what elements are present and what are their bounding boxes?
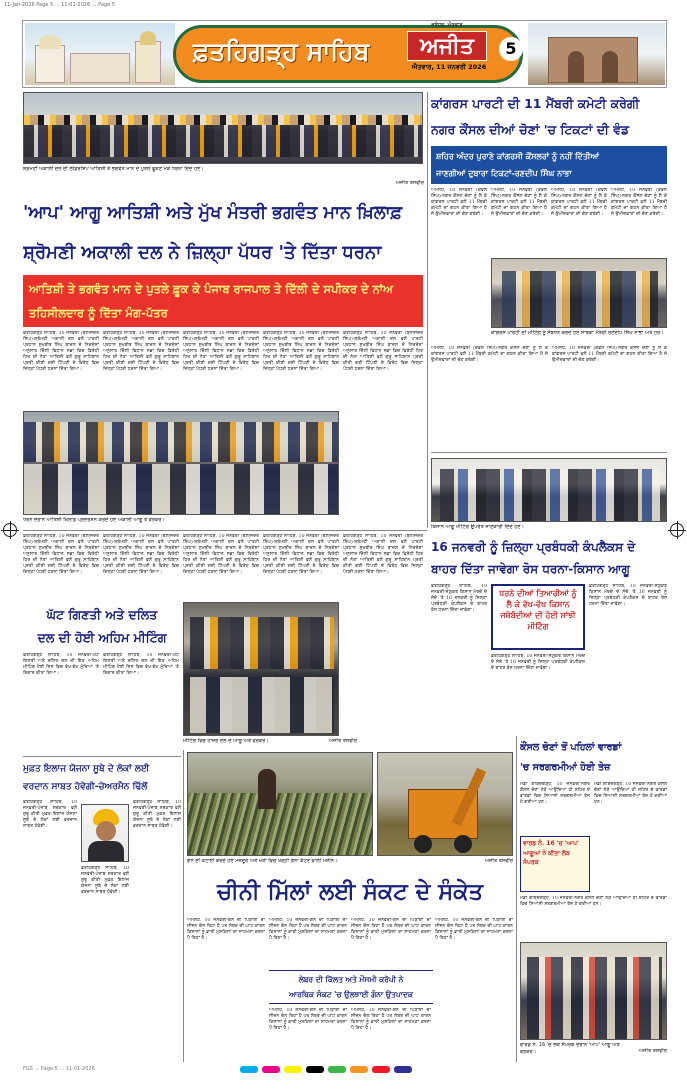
council-body-col-3: ਮੰਡੀ ਗੋਬਿੰਦਗੜ੍ਹ, 10 ਜਨਵਰੀ-ਨਗਰ ਕੌਂਸਲ ਚੋਣਾਂ ਨੇੜੇ ਆਉਂਦਿਆਂ ਹੀ ਸ਼ਹਿਰ ਦੇ ਵਾਰਡਾਂ ਵਿਚ ਸਿਆਸੀ ਸਰਗਰਮੀਆਂ ਤੇਜ਼ ਹੋ ਗਈਆਂ ਹਨ। [520, 896, 667, 907]
top-photo-caption: ਸ਼੍ਰੋਮਣੀ ਅਕਾਲੀ ਦਲ ਦੀ ਲੀਡਰਸ਼ਿਪ ਆਤਿਸ਼ੀ ਤੇ ਭਗਵੰਤ ਮਾਨ ਦੇ ਪੁਤਲੇ ਫੂਕਣ ਮੌਕੇ ਧਰਨਾ ਦਿੰਦੇ ਹੋਏ। [23, 166, 204, 172]
congress-body-col-2: ਅਮਲੋਹ, 10 ਜਨਵਰੀ (ਕੇਵਲ ਸਿੰਘ)-ਨਗਰ ਕੌਂਸਲ ਚੋਣਾਂ ਨੂੰ ਲੈ ਕੇ ਕਾਂਗਰਸ ਪਾਰਟੀ ਵਲੋਂ 11 ਮੈਂਬਰੀ ਕਮੇਟੀ ਦਾ ਗਠਨ ਕੀਤਾ ਗਿਆ ਹੈ ਜੋ ਉਮੀਦਵਾਰਾਂ ਦੀ ਚੋਣ ਕਰੇਗੀ। [491, 188, 547, 217]
sugar-headline: ਚੀਨੀ ਮਿੱਲਾਂ ਲਈ ਸੰਕਟ ਦੇ ਸੰਕੇਤ [216, 879, 484, 905]
farmer-photo-caption: ਕਿਸਾਨ ਆਗੂ ਮੀਟਿੰਗ ਉਪਰੰਤ ਜਾਣਕਾਰੀ ਦਿੰਦੇ ਹੋਏ। [431, 524, 524, 530]
lead-continued-col-1: ਫ਼ਤਹਿਗੜ੍ਹ ਸਾਹਿਬ, 10 ਜਨਵਰੀ (ਬਲਜਿੰਦਰ ਸਿੰਘ)-ਸ਼੍ਰੋਮਣੀ ਅਕਾਲੀ ਦਲ ਵਲੋਂ ਪਾਰਟੀ ਪ੍ਰਧਾਨ ਸੁਖਬੀਰ ਸਿੰਘ ਬਾਦਲ ਦੇ ਨਿਰਦੇਸ਼ਾਂ ਅਨੁਸਾਰ ਦਿੱਲੀ ਵਿਧਾਨ ਸਭਾ ਵਿਚ ਵਿਰੋਧੀ ਧਿਰ ਦੀ ਨੇਤਾ ਆਤਿਸ਼ੀ ਵਲੋਂ ਗੁਰੂ ਸਾਹਿਬਾਨ ਪ੍ਰਤੀ ਕੀਤੀ ਗਈ ਟਿੱਪਣੀ ਦੇ ਵਿਰੋਧ ਵਿਚ ਜ਼ਿਲ੍ਹਾ ਪੱਧਰੀ ਧਰਨਾ ਦਿੱਤਾ ਗਿਆ। [23, 534, 99, 575]
color-bar-swatch [262, 1066, 280, 1073]
color-bar-swatch [306, 1066, 324, 1073]
farmer-body-col-3: ਫ਼ਤਹਿਗੜ੍ਹ ਸਾਹਿਬ, 10 ਜਨਵਰੀ-ਸੰਯੁਕਤ ਕਿਸਾਨ ਮੋਰਚੇ ਦੇ ਸੱਦੇ 'ਤੇ 16 ਜਨਵਰੀ ਨੂੰ ਜ਼ਿਲ੍ਹਾ ਪ੍ਰਬੰਧਕੀ ਕੰਪਲੈਕਸ ਦੇ ਬਾਹਰ ਰੋਸ ਧਰਨਾ ਦਿੱਤਾ ਜਾਵੇਗਾ। [491, 654, 585, 671]
sugar-photo-caption: ਗੰਨੇ ਦੀ ਕਟਾਈ ਕਰਦੇ ਹੋਏ ਮਜ਼ਦੂਰ ਅਤੇ ਖੇਤਾਂ ਵਿਚ ਖੜ੍ਹੀ ਗੰਨਾ ਕੱਟਣ ਵਾਲੀ ਮਸ਼ੀਨ। [187, 858, 338, 864]
sugar-photo-machine [377, 752, 513, 856]
lead-body-col-5: ਫ਼ਤਹਿਗੜ੍ਹ ਸਾਹਿਬ, 10 ਜਨਵਰੀ (ਬਲਜਿੰਦਰ ਸਿੰਘ)-ਸ਼੍ਰੋਮਣੀ ਅਕਾਲੀ ਦਲ ਵਲੋਂ ਪਾਰਟੀ ਪ੍ਰਧਾਨ ਸੁਖਬੀਰ ਸਿੰਘ ਬਾਦਲ ਦੇ ਨਿਰਦੇਸ਼ਾਂ ਅਨੁਸਾਰ ਦਿੱਲੀ ਵਿਧਾਨ ਸਭਾ ਵਿਚ ਵਿਰੋਧੀ ਧਿਰ ਦੀ ਨੇਤਾ ਆਤਿਸ਼ੀ ਵਲੋਂ ਗੁਰੂ ਸਾਹਿਬਾਨ ਪ੍ਰਤੀ ਕੀਤੀ ਗਈ ਟਿੱਪਣੀ ਦੇ ਵਿਰੋਧ ਵਿਚ ਜ਼ਿਲ੍ਹਾ ਪੱਧਰੀ ਧਰਨਾ ਦਿੱਤਾ ਗਿਆ। [343, 331, 423, 372]
health-body-col-2: ਫ਼ਤਹਿਗੜ੍ਹ ਸਾਹਿਬ, 10 ਜਨਵਰੀ-ਪੰਜਾਬ ਸਰਕਾਰ ਵਲੋਂ ਸ਼ੁਰੂ ਕੀਤੀ ਮੁਫ਼ਤ ਇਲਾਜ ਯੋਜਨਾ ਸੂਬੇ ਦੇ ਲੋਕਾਂ ਲਈ ਵਰਦਾਨ ਸਾਬਤ ਹੋਵੇਗੀ। [133, 800, 181, 829]
page-number: 5 [499, 37, 523, 61]
health-body-col-1: ਫ਼ਤਹਿਗੜ੍ਹ ਸਾਹਿਬ, 10 ਜਨਵਰੀ-ਪੰਜਾਬ ਸਰਕਾਰ ਵਲੋਂ ਸ਼ੁਰੂ ਕੀਤੀ ਮੁਫ਼ਤ ਇਲਾਜ ਯੋਜਨਾ ਸੂਬੇ ਦੇ ਲੋਕਾਂ ਲਈ ਵਰਦਾਨ ਸਾਬਤ ਹੋਵੇਗੀ। [23, 800, 77, 829]
council-box-text: ਵਾਰਡ ਨੰ. 16 'ਚ 'ਆਪ' ਆਗੂਆਂ ਨੇ ਕੀਤਾ ਲੋਕ ਸੰਪਰਕ [523, 840, 579, 866]
lead-body-col-3: ਫ਼ਤਹਿਗੜ੍ਹ ਸਾਹਿਬ, 10 ਜਨਵਰੀ (ਬਲਜਿੰਦਰ ਸਿੰਘ)-ਸ਼੍ਰੋਮਣੀ ਅਕਾਲੀ ਦਲ ਵਲੋਂ ਪਾਰਟੀ ਪ੍ਰਧਾਨ ਸੁਖਬੀਰ ਸਿੰਘ ਬਾਦਲ ਦੇ ਨਿਰਦੇਸ਼ਾਂ ਅਨੁਸਾਰ ਦਿੱਲੀ ਵਿਧਾਨ ਸਭਾ ਵਿਚ ਵਿਰੋਧੀ ਧਿਰ ਦੀ ਨੇਤਾ ਆਤਿਸ਼ੀ ਵਲੋਂ ਗੁਰੂ ਸਾਹਿਬਾਨ ਪ੍ਰਤੀ ਕੀਤੀ ਗਈ ਟਿੱਪਣੀ ਦੇ ਵਿਰੋਧ ਵਿਚ ਜ਼ਿਲ੍ਹਾ ਪੱਧਰੀ ਧਰਨਾ ਦਿੱਤਾ ਗਿਆ। [183, 331, 259, 372]
farmer-headline-2: ਬਾਹਰ ਦਿੱਤਾ ਜਾਵੇਗਾ ਰੋਸ ਧਰਨਾ-ਕਿਸਾਨ ਆਗੂ [431, 562, 630, 576]
lead-continued-col-5: ਫ਼ਤਹਿਗੜ੍ਹ ਸਾਹਿਬ, 10 ਜਨਵਰੀ (ਬਲਜਿੰਦਰ ਸਿੰਘ)-ਸ਼੍ਰੋਮਣੀ ਅਕਾਲੀ ਦਲ ਵਲੋਂ ਪਾਰਟੀ ਪ੍ਰਧਾਨ ਸੁਖਬੀਰ ਸਿੰਘ ਬਾਦਲ ਦੇ ਨਿਰਦੇਸ਼ਾਂ ਅਨੁਸਾਰ ਦਿੱਲੀ ਵਿਧਾਨ ਸਭਾ ਵਿਚ ਵਿਰੋਧੀ ਧਿਰ ਦੀ ਨੇਤਾ ਆਤਿਸ਼ੀ ਵਲੋਂ ਗੁਰੂ ਸਾਹਿਬਾਨ ਪ੍ਰਤੀ ਕੀਤੀ ਗਈ ਟਿੱਪਣੀ ਦੇ ਵਿਰੋਧ ਵਿਚ ਜ਼ਿਲ੍ਹਾ ਪੱਧਰੀ ਧਰਨਾ ਦਿੱਤਾ ਗਿਆ। [343, 534, 423, 575]
farmer-headline-1: 16 ਜਨਵਰੀ ਨੂੰ ਜ਼ਿਲ੍ਹਾ ਪ੍ਰਬੰਧਕੀ ਕੰਪਲੈਕਸ ਦੇ [431, 540, 636, 554]
registration-mark-left [3, 523, 17, 537]
congress-headline-1: ਕਾਂਗਰਸ ਪਾਰਟੀ ਦੀ 11 ਮੈਂਬਰੀ ਕਮੇਟੀ ਕਰੇਗੀ [431, 96, 640, 111]
lead-continued-col-3: ਫ਼ਤਹਿਗੜ੍ਹ ਸਾਹਿਬ, 10 ਜਨਵਰੀ (ਬਲਜਿੰਦਰ ਸਿੰਘ)-ਸ਼੍ਰੋਮਣੀ ਅਕਾਲੀ ਦਲ ਵਲੋਂ ਪਾਰਟੀ ਪ੍ਰਧਾਨ ਸੁਖਬੀਰ ਸਿੰਘ ਬਾਦਲ ਦੇ ਨਿਰਦੇਸ਼ਾਂ ਅਨੁਸਾਰ ਦਿੱਲੀ ਵਿਧਾਨ ਸਭਾ ਵਿਚ ਵਿਰੋਧੀ ਧਿਰ ਦੀ ਨੇਤਾ ਆਤਿਸ਼ੀ ਵਲੋਂ ਗੁਰੂ ਸਾਹਿਬਾਨ ਪ੍ਰਤੀ ਕੀਤੀ ਗਈ ਟਿੱਪਣੀ ਦੇ ਵਿਰੋਧ ਵਿਚ ਜ਼ਿਲ੍ਹਾ ਪੱਧਰੀ ਧਰਨਾ ਦਿੱਤਾ ਗਿਆ। [183, 534, 259, 575]
sugar-body-col-6: ਅਮਲੋਹ, 10 ਜਨਵਰੀ-ਗੰਨੇ ਦੀ ਪਿੜਾਈ ਦਾ ਸੀਜ਼ਨ ਚੱਲ ਰਿਹਾ ਹੈ ਪਰ ਲੇਬਰ ਦੀ ਘਾਟ ਕਾਰਨ ਕਿਸਾਨਾਂ ਨੂੰ ਭਾਰੀ ਮੁਸ਼ਕਿਲਾਂ ਦਾ ਸਾਹਮਣਾ ਕਰਨਾ ਪੈ ਰਿਹਾ ਹੈ। [351, 1008, 431, 1031]
congress-body-col-3: ਅਮਲੋਹ, 10 ਜਨਵਰੀ (ਕੇਵਲ ਸਿੰਘ)-ਨਗਰ ਕੌਂਸਲ ਚੋਣਾਂ ਨੂੰ ਲੈ ਕੇ ਕਾਂਗਰਸ ਪਾਰਟੀ ਵਲੋਂ 11 ਮੈਂਬਰੀ ਕਮੇਟੀ ਦਾ ਗਠਨ ਕੀਤਾ ਗਿਆ ਹੈ ਜੋ ਉਮੀਦਵਾਰਾਂ ਦੀ ਚੋਣ ਕਰੇਗੀ। [551, 188, 607, 217]
council-headline-2: 'ਚ ਸਰਗਰਮੀਆਂ ਹੋਈ ਤੇਜ਼ [520, 762, 611, 773]
color-bar-swatch [240, 1066, 258, 1073]
congress-headline-2: ਨਗਰ ਕੌਂਸਲ ਦੀਆਂ ਚੋਣਾਂ 'ਚ ਟਿਕਟਾਂ ਦੀ ਵੰਡ [431, 122, 630, 137]
farmer-photo [431, 458, 667, 522]
color-bar-swatch [394, 1066, 412, 1073]
council-headline-1: ਕੌਂਸਲ ਚੋਣਾਂ ਤੋਂ ਪਹਿਲਾਂ ਵਾਰਡਾਂ [520, 742, 622, 753]
health-headline-2: ਵਰਦਾਨ ਸਾਬਤ ਹੋਵੇਗੀ-ਚੇਅਰਮੈਨ ਢਿੱਲੋਂ [23, 782, 148, 792]
council-photo [520, 942, 667, 1040]
color-bar [240, 1066, 440, 1073]
farmer-box-text: ਧਰਨੇ ਦੀਆਂ ਤਿਆਰੀਆਂ ਨੂੰ ਲੈ ਕੇ ਵੱਖ-ਵੱਖ ਕਿਸਾਨ ਜਥੇਬੰਦੀਆਂ ਦੀ ਹੋਈ ਸਾਂਝੀ ਮੀਟਿੰਗ [499, 589, 577, 631]
lead-body-col-2: ਫ਼ਤਹਿਗੜ੍ਹ ਸਾਹਿਬ, 10 ਜਨਵਰੀ (ਬਲਜਿੰਦਰ ਸਿੰਘ)-ਸ਼੍ਰੋਮਣੀ ਅਕਾਲੀ ਦਲ ਵਲੋਂ ਪਾਰਟੀ ਪ੍ਰਧਾਨ ਸੁਖਬੀਰ ਸਿੰਘ ਬਾਦਲ ਦੇ ਨਿਰਦੇਸ਼ਾਂ ਅਨੁਸਾਰ ਦਿੱਲੀ ਵਿਧਾਨ ਸਭਾ ਵਿਚ ਵਿਰੋਧੀ ਧਿਰ ਦੀ ਨੇਤਾ ਆਤਿਸ਼ੀ ਵਲੋਂ ਗੁਰੂ ਸਾਹਿਬਾਨ ਪ੍ਰਤੀ ਕੀਤੀ ਗਈ ਟਿੱਪਣੀ ਦੇ ਵਿਰੋਧ ਵਿਚ ਜ਼ਿਲ੍ਹਾ ਪੱਧਰੀ ਧਰਨਾ ਦਿੱਤਾ ਗਿਆ। [103, 331, 179, 372]
registration-mark-right [670, 523, 684, 537]
lead-headline-2: ਸ਼੍ਰੋਮਣੀ ਅਕਾਲੀ ਦਲ ਨੇ ਜ਼ਿਲ੍ਹਾ ਪੱਧਰ 'ਤੇ ਦਿੱਤਾ ਧਰਨਾ [23, 242, 382, 263]
minority-body-col-1: ਫ਼ਤਹਿਗੜ੍ਹ ਸਾਹਿਬ, 10 ਜਨਵਰੀ-ਘੱਟ ਗਿਣਤੀ ਅਤੇ ਦਲਿਤ ਦਲ ਦੀ ਇਕ ਅਹਿਮ ਮੀਟਿੰਗ ਹੋਈ ਜਿਸ ਵਿਚ ਵੱਖ-ਵੱਖ ਮੁੱਦਿਆਂ 'ਤੇ ਵਿਚਾਰ ਕੀਤਾ ਗਿਆ। [23, 653, 99, 676]
council-photo-caption: ਵਾਰਡ ਨੰ. 16 'ਚ ਲੋਕ ਸੰਪਰਕ ਦੌਰਾਨ 'ਆਪ' ਆਗੂ ਅਤੇ ਵਰਕਰ। [520, 1042, 620, 1055]
congress-body-col-6: ਅਮਲੋਹ, 10 ਜਨਵਰੀ (ਕੇਵਲ ਸਿੰਘ)-ਨਗਰ ਕੌਂਸਲ ਚੋਣਾਂ ਨੂੰ ਲੈ ਕੇ ਕਾਂਗਰਸ ਪਾਰਟੀ ਵਲੋਂ 11 ਮੈਂਬਰੀ ਕਮੇਟੀ ਦਾ ਗਠਨ ਕੀਤਾ ਗਿਆ ਹੈ ਜੋ ਉਮੀਦਵਾਰਾਂ ਦੀ ਚੋਣ ਕਰੇਗੀ। [552, 346, 667, 363]
health-body-col-3: ਫ਼ਤਹਿਗੜ੍ਹ ਸਾਹਿਬ, 10 ਜਨਵਰੀ-ਪੰਜਾਬ ਸਰਕਾਰ ਵਲੋਂ ਸ਼ੁਰੂ ਕੀਤੀ ਮੁਫ਼ਤ ਇਲਾਜ ਯੋਜਨਾ ਸੂਬੇ ਦੇ ਲੋਕਾਂ ਲਈ ਵਰਦਾਨ ਸਾਬਤ ਹੋਵੇਗੀ। [81, 866, 129, 895]
paper-name: ਅਜੀਤ [407, 31, 487, 61]
farmer-body-col-2: ਫ਼ਤਹਿਗੜ੍ਹ ਸਾਹਿਬ, 10 ਜਨਵਰੀ-ਸੰਯੁਕਤ ਕਿਸਾਨ ਮੋਰਚੇ ਦੇ ਸੱਦੇ 'ਤੇ 16 ਜਨਵਰੀ ਨੂੰ ਜ਼ਿਲ੍ਹਾ ਪ੍ਰਬੰਧਕੀ ਕੰਪਲੈਕਸ ਦੇ ਬਾਹਰ ਰੋਸ ਧਰਨਾ ਦਿੱਤਾ ਜਾਵੇਗਾ। [589, 584, 667, 607]
masthead-city: ਜਲੰਧਰ, ਐਤਵਾਰ [431, 22, 463, 28]
footer-slug: FGS ... Page 5 ... 11-01-2026 [23, 1066, 95, 1072]
lead-photo [23, 411, 339, 515]
congress-body-col-1: ਅਮਲੋਹ, 10 ਜਨਵਰੀ (ਕੇਵਲ ਸਿੰਘ)-ਨਗਰ ਕੌਂਸਲ ਚੋਣਾਂ ਨੂੰ ਲੈ ਕੇ ਕਾਂਗਰਸ ਪਾਰਟੀ ਵਲੋਂ 11 ਮੈਂਬਰੀ ਕਮੇਟੀ ਦਾ ਗਠਨ ਕੀਤਾ ਗਿਆ ਹੈ ਜੋ ਉਮੀਦਵਾਰਾਂ ਦੀ ਚੋਣ ਕਰੇਗੀ। [431, 188, 487, 217]
top-photo [23, 92, 423, 164]
sugar-photo-credit: ਅਜੀਤ ਤਸਵੀਰ [484, 858, 513, 864]
section-title: ਫ਼ਤਹਿਗੜ੍ਹ ਸਾਹਿਬ [193, 37, 370, 66]
minority-body-col-2: ਫ਼ਤਹਿਗੜ੍ਹ ਸਾਹਿਬ, 10 ਜਨਵਰੀ-ਘੱਟ ਗਿਣਤੀ ਅਤੇ ਦਲਿਤ ਦਲ ਦੀ ਇਕ ਅਹਿਮ ਮੀਟਿੰਗ ਹੋਈ ਜਿਸ ਵਿਚ ਵੱਖ-ਵੱਖ ਮੁੱਦਿਆਂ 'ਤੇ ਵਿਚਾਰ ਕੀਤਾ ਗਿਆ। [103, 653, 179, 676]
sugar-subhead-1: ਲੇਬਰ ਦੀ ਕਿੱਲਤ ਅਤੇ ਮੌਸਮੀ ਕਰੋਪੀ ਨੇ [298, 975, 404, 984]
health-headline-1: ਮੁਫ਼ਤ ਇਲਾਜ ਯੋਜਨਾ ਸੂਬੇ ਦੇ ਲੋਕਾਂ ਲਈ [23, 764, 150, 774]
congress-body-col-4: ਅਮਲੋਹ, 10 ਜਨਵਰੀ (ਕੇਵਲ ਸਿੰਘ)-ਨਗਰ ਕੌਂਸਲ ਚੋਣਾਂ ਨੂੰ ਲੈ ਕੇ ਕਾਂਗਰਸ ਪਾਰਟੀ ਵਲੋਂ 11 ਮੈਂਬਰੀ ਕਮੇਟੀ ਦਾ ਗਠਨ ਕੀਤਾ ਗਿਆ ਹੈ ਜੋ ਉਮੀਦਵਾਰਾਂ ਦੀ ਚੋਣ ਕਰੇਗੀ। [611, 188, 667, 217]
color-bar-swatch [328, 1066, 346, 1073]
lead-continued-col-4: ਫ਼ਤਹਿਗੜ੍ਹ ਸਾਹਿਬ, 10 ਜਨਵਰੀ (ਬਲਜਿੰਦਰ ਸਿੰਘ)-ਸ਼੍ਰੋਮਣੀ ਅਕਾਲੀ ਦਲ ਵਲੋਂ ਪਾਰਟੀ ਪ੍ਰਧਾਨ ਸੁਖਬੀਰ ਸਿੰਘ ਬਾਦਲ ਦੇ ਨਿਰਦੇਸ਼ਾਂ ਅਨੁਸਾਰ ਦਿੱਲੀ ਵਿਧਾਨ ਸਭਾ ਵਿਚ ਵਿਰੋਧੀ ਧਿਰ ਦੀ ਨੇਤਾ ਆਤਿਸ਼ੀ ਵਲੋਂ ਗੁਰੂ ਸਾਹਿਬਾਨ ਪ੍ਰਤੀ ਕੀਤੀ ਗਈ ਟਿੱਪਣੀ ਦੇ ਵਿਰੋਧ ਵਿਚ ਜ਼ਿਲ੍ਹਾ ਪੱਧਰੀ ਧਰਨਾ ਦਿੱਤਾ ਗਿਆ। [263, 534, 339, 575]
lead-body-col-1: ਫ਼ਤਹਿਗੜ੍ਹ ਸਾਹਿਬ, 10 ਜਨਵਰੀ (ਬਲਜਿੰਦਰ ਸਿੰਘ)-ਸ਼੍ਰੋਮਣੀ ਅਕਾਲੀ ਦਲ ਵਲੋਂ ਪਾਰਟੀ ਪ੍ਰਧਾਨ ਸੁਖਬੀਰ ਸਿੰਘ ਬਾਦਲ ਦੇ ਨਿਰਦੇਸ਼ਾਂ ਅਨੁਸਾਰ ਦਿੱਲੀ ਵਿਧਾਨ ਸਭਾ ਵਿਚ ਵਿਰੋਧੀ ਧਿਰ ਦੀ ਨੇਤਾ ਆਤਿਸ਼ੀ ਵਲੋਂ ਗੁਰੂ ਸਾਹਿਬਾਨ ਪ੍ਰਤੀ ਕੀਤੀ ਗਈ ਟਿੱਪਣੀ ਦੇ ਵਿਰੋਧ ਵਿਚ ਜ਼ਿਲ੍ਹਾ ਪੱਧਰੀ ਧਰਨਾ ਦਿੱਤਾ ਗਿਆ। [23, 331, 99, 372]
masthead-monument-image [528, 23, 665, 85]
masthead-date: ਐਤਵਾਰ, 11 ਜਨਵਰੀ 2026 [411, 63, 487, 71]
color-bar-swatch [372, 1066, 390, 1073]
sugar-body-col-5: ਅਮਲੋਹ, 10 ਜਨਵਰੀ-ਗੰਨੇ ਦੀ ਪਿੜਾਈ ਦਾ ਸੀਜ਼ਨ ਚੱਲ ਰਿਹਾ ਹੈ ਪਰ ਲੇਬਰ ਦੀ ਘਾਟ ਕਾਰਨ ਕਿਸਾਨਾਂ ਨੂੰ ਭਾਰੀ ਮੁਸ਼ਕਿਲਾਂ ਦਾ ਸਾਹਮਣਾ ਕਰਨਾ ਪੈ ਰਿਹਾ ਹੈ। [269, 1008, 347, 1031]
minority-photo-caption: ਮੀਟਿੰਗ ਵਿਚ ਹਾਜ਼ਰ ਦਲ ਦੇ ਆਗੂ ਅਤੇ ਵਰਕਰ। [183, 738, 269, 744]
sugar-photo-cane [187, 752, 373, 856]
sugar-body-col-3: ਅਮਲੋਹ, 10 ਜਨਵਰੀ-ਗੰਨੇ ਦੀ ਪਿੜਾਈ ਦਾ ਸੀਜ਼ਨ ਚੱਲ ਰਿਹਾ ਹੈ ਪਰ ਲੇਬਰ ਦੀ ਘਾਟ ਕਾਰਨ ਕਿਸਾਨਾਂ ਨੂੰ ਭਾਰੀ ਮੁਸ਼ਕਿਲਾਂ ਦਾ ਸਾਹਮਣਾ ਕਰਨਾ ਪੈ ਰਿਹਾ ਹੈ। [351, 918, 431, 941]
minority-headline-1: ਘੱਟ ਗਿਣਤੀ ਅਤੇ ਦਲਿਤ [46, 607, 158, 622]
sugar-subhead-2: ਆਰਥਿਕ ਸੰਕਟ 'ਚ ਉਲਝਾਈ ਗੰਨਾ ਉਤਪਾਦਕ [288, 990, 414, 999]
congress-photo-caption: ਕਾਂਗਰਸ ਪਾਰਟੀ ਦੀ ਮੀਟਿੰਗ ਨੂੰ ਸੰਬੋਧਨ ਕਰਦੇ ਹੋਏ ਸਾਬਕਾ ਮੰਤਰੀ ਰਣਦੀਪ ਸਿੰਘ ਨਾਭਾ ਅਤੇ ਹੋਰ। [491, 330, 664, 336]
sugar-body-col-2: ਅਮਲੋਹ, 10 ਜਨਵਰੀ-ਗੰਨੇ ਦੀ ਪਿੜਾਈ ਦਾ ਸੀਜ਼ਨ ਚੱਲ ਰਿਹਾ ਹੈ ਪਰ ਲੇਬਰ ਦੀ ਘਾਟ ਕਾਰਨ ਕਿਸਾਨਾਂ ਨੂੰ ਭਾਰੀ ਮੁਸ਼ਕਿਲਾਂ ਦਾ ਸਾਹਮਣਾ ਕਰਨਾ ਪੈ ਰਿਹਾ ਹੈ। [269, 918, 347, 941]
color-bar-swatch [350, 1066, 368, 1073]
sugar-body-col-1: ਅਮਲੋਹ, 10 ਜਨਵਰੀ-ਗੰਨੇ ਦੀ ਪਿੜਾਈ ਦਾ ਸੀਜ਼ਨ ਚੱਲ ਰਿਹਾ ਹੈ ਪਰ ਲੇਬਰ ਦੀ ਘਾਟ ਕਾਰਨ ਕਿਸਾਨਾਂ ਨੂੰ ਭਾਰੀ ਮੁਸ਼ਕਿਲਾਂ ਦਾ ਸਾਹਮਣਾ ਕਰਨਾ ਪੈ ਰਿਹਾ ਹੈ। [187, 918, 265, 941]
minority-headline-2: ਦਲ ਦੀ ਹੋਈ ਅਹਿਮ ਮੀਟਿੰਗ [37, 630, 167, 645]
health-portrait [81, 804, 129, 862]
council-photo-credit: ਅਜੀਤ ਤਸਵੀਰ [638, 1048, 667, 1054]
lead-headline-1: 'ਆਪ' ਆਗੂ ਆਤਿਸ਼ੀ ਅਤੇ ਮੁੱਖ ਮੰਤਰੀ ਭਗਵੰਤ ਮਾਨ ਖ਼ਿਲਾਫ਼ [23, 203, 403, 223]
congress-photo [491, 258, 667, 328]
top-photo-credit: ਅਜੀਤ ਤਸਵੀਰ [395, 180, 424, 186]
congress-subhead-1: ਸ਼ਹਿਰ ਅੰਦਰ ਪੁਰਾਣੇ ਕਾਂਗਰਸੀ ਕੌਂਸਲਰਾਂ ਨੂੰ ਨਹੀਂ ਦਿੱਤੀਆਂ [436, 152, 600, 161]
lead-body-col-4: ਫ਼ਤਹਿਗੜ੍ਹ ਸਾਹਿਬ, 10 ਜਨਵਰੀ (ਬਲਜਿੰਦਰ ਸਿੰਘ)-ਸ਼੍ਰੋਮਣੀ ਅਕਾਲੀ ਦਲ ਵਲੋਂ ਪਾਰਟੀ ਪ੍ਰਧਾਨ ਸੁਖਬੀਰ ਸਿੰਘ ਬਾਦਲ ਦੇ ਨਿਰਦੇਸ਼ਾਂ ਅਨੁਸਾਰ ਦਿੱਲੀ ਵਿਧਾਨ ਸਭਾ ਵਿਚ ਵਿਰੋਧੀ ਧਿਰ ਦੀ ਨੇਤਾ ਆਤਿਸ਼ੀ ਵਲੋਂ ਗੁਰੂ ਸਾਹਿਬਾਨ ਪ੍ਰਤੀ ਕੀਤੀ ਗਈ ਟਿੱਪਣੀ ਦੇ ਵਿਰੋਧ ਵਿਚ ਜ਼ਿਲ੍ਹਾ ਪੱਧਰੀ ਧਰਨਾ ਦਿੱਤਾ ਗਿਆ। [263, 331, 339, 372]
lead-subhead: ਆਤਿਸ਼ੀ ਤੇ ਭਗਵੰਤ ਮਾਨ ਦੇ ਪੁਤਲੇ ਫ਼ੂਕ ਕੇ ਪੰਜਾਬ ਰਾਜਪਾਲ ਤੇ ਦਿੱਲੀ ਦੇ ਸਪੀਕਰ ਦੇ ਨਾਂਅ ਤਹਿਸੀਲਦਾਰ ਨੂੰ ਦਿੱਤਾ ਮੰਗ-ਪੱਤਰ [23, 275, 423, 327]
minority-photo [183, 602, 339, 736]
minority-photo-credit: ਅਜੀਤ ਤਸਵੀਰ [328, 738, 357, 744]
council-body-col-2: ਮੰਡੀ ਗੋਬਿੰਦਗੜ੍ਹ, 10 ਜਨਵਰੀ-ਨਗਰ ਕੌਂਸਲ ਚੋਣਾਂ ਨੇੜੇ ਆਉਂਦਿਆਂ ਹੀ ਸ਼ਹਿਰ ਦੇ ਵਾਰਡਾਂ ਵਿਚ ਸਿਆਸੀ ਸਰਗਰਮੀਆਂ ਤੇਜ਼ ਹੋ ਗਈਆਂ ਹਨ। [594, 782, 667, 805]
lead-continued-col-2: ਫ਼ਤਹਿਗੜ੍ਹ ਸਾਹਿਬ, 10 ਜਨਵਰੀ (ਬਲਜਿੰਦਰ ਸਿੰਘ)-ਸ਼੍ਰੋਮਣੀ ਅਕਾਲੀ ਦਲ ਵਲੋਂ ਪਾਰਟੀ ਪ੍ਰਧਾਨ ਸੁਖਬੀਰ ਸਿੰਘ ਬਾਦਲ ਦੇ ਨਿਰਦੇਸ਼ਾਂ ਅਨੁਸਾਰ ਦਿੱਲੀ ਵਿਧਾਨ ਸਭਾ ਵਿਚ ਵਿਰੋਧੀ ਧਿਰ ਦੀ ਨੇਤਾ ਆਤਿਸ਼ੀ ਵਲੋਂ ਗੁਰੂ ਸਾਹਿਬਾਨ ਪ੍ਰਤੀ ਕੀਤੀ ਗਈ ਟਿੱਪਣੀ ਦੇ ਵਿਰੋਧ ਵਿਚ ਜ਼ਿਲ੍ਹਾ ਪੱਧਰੀ ਧਰਨਾ ਦਿੱਤਾ ਗਿਆ। [103, 534, 179, 575]
masthead-gurdwara-image [25, 23, 175, 85]
lead-photo-caption: ਧਰਨੇ ਦੌਰਾਨ ਆਤਿਸ਼ੀ ਖ਼ਿਲਾਫ਼ ਪ੍ਰਦਰਸ਼ਨ ਕਰਦੇ ਹੋਏ ਅਕਾਲੀ ਆਗੂ ਤੇ ਵਰਕਰ। [23, 517, 165, 523]
masthead [22, 20, 667, 88]
congress-subhead-2: ਜਾਣਗੀਆਂ ਦੁਬਾਰਾ ਟਿਕਟਾਂ-ਰਣਦੀਪ ਸਿੰਘ ਨਾਭਾ [436, 169, 572, 178]
color-bar-swatch [284, 1066, 302, 1073]
print-slug: 11-Jan-2026 Page 5 ... 11-01-2026 ... Page 5 [4, 2, 115, 8]
congress-body-col-5: ਅਮਲੋਹ, 10 ਜਨਵਰੀ (ਕੇਵਲ ਸਿੰਘ)-ਨਗਰ ਕੌਂਸਲ ਚੋਣਾਂ ਨੂੰ ਲੈ ਕੇ ਕਾਂਗਰਸ ਪਾਰਟੀ ਵਲੋਂ 11 ਮੈਂਬਰੀ ਕਮੇਟੀ ਦਾ ਗਠਨ ਕੀਤਾ ਗਿਆ ਹੈ ਜੋ ਉਮੀਦਵਾਰਾਂ ਦੀ ਚੋਣ ਕਰੇਗੀ। [431, 346, 548, 363]
sugar-body-col-4: ਅਮਲੋਹ, 10 ਜਨਵਰੀ-ਗੰਨੇ ਦੀ ਪਿੜਾਈ ਦਾ ਸੀਜ਼ਨ ਚੱਲ ਰਿਹਾ ਹੈ ਪਰ ਲੇਬਰ ਦੀ ਘਾਟ ਕਾਰਨ ਕਿਸਾਨਾਂ ਨੂੰ ਭਾਰੀ ਮੁਸ਼ਕਿਲਾਂ ਦਾ ਸਾਹਮਣਾ ਕਰਨਾ ਪੈ ਰਿਹਾ ਹੈ। [435, 918, 513, 941]
council-body-col-1: ਮੰਡੀ ਗੋਬਿੰਦਗੜ੍ਹ, 10 ਜਨਵਰੀ-ਨਗਰ ਕੌਂਸਲ ਚੋਣਾਂ ਨੇੜੇ ਆਉਂਦਿਆਂ ਹੀ ਸ਼ਹਿਰ ਦੇ ਵਾਰਡਾਂ ਵਿਚ ਸਿਆਸੀ ਸਰਗਰਮੀਆਂ ਤੇਜ਼ ਹੋ ਗਈਆਂ ਹਨ। [520, 782, 590, 805]
farmer-body-col-1: ਫ਼ਤਹਿਗੜ੍ਹ ਸਾਹਿਬ, 10 ਜਨਵਰੀ-ਸੰਯੁਕਤ ਕਿਸਾਨ ਮੋਰਚੇ ਦੇ ਸੱਦੇ 'ਤੇ 16 ਜਨਵਰੀ ਨੂੰ ਜ਼ਿਲ੍ਹਾ ਪ੍ਰਬੰਧਕੀ ਕੰਪਲੈਕਸ ਦੇ ਬਾਹਰ ਰੋਸ ਧਰਨਾ ਦਿੱਤਾ ਜਾਵੇਗਾ। [431, 584, 487, 613]
